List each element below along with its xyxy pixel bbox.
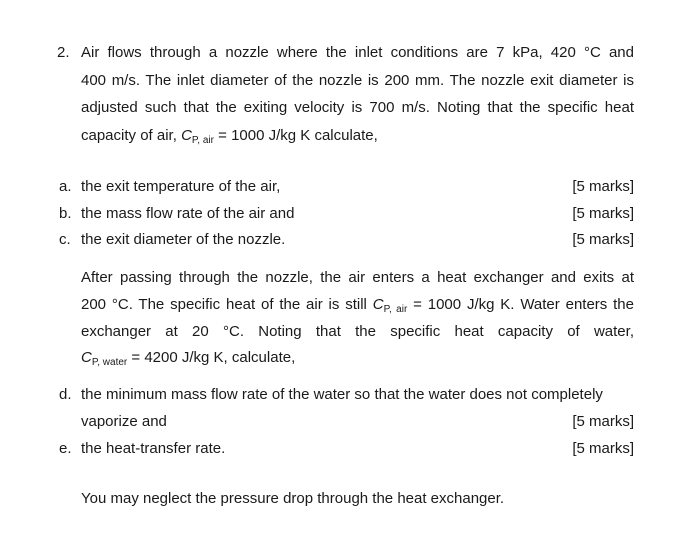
- cp-symbol-subscript: P, air: [191, 135, 214, 146]
- part-e-text: the heat-transfer rate.: [81, 440, 226, 457]
- hx-line-2: [81, 296, 634, 314]
- cp-air-symbol-2: [373, 296, 408, 313]
- part-e-letter: e.: [59, 440, 72, 457]
- part-a-marks: [5 marks]: [572, 178, 634, 195]
- part-c-letter: c.: [59, 231, 71, 248]
- cp-symbol-letter-2: C: [372, 296, 384, 313]
- cp-water-subscript: P, water: [91, 357, 128, 368]
- hx-line-3: exchanger at 20 °C. Noting that the specific heat capacity of water,: [81, 323, 634, 340]
- part-b-letter: b.: [59, 205, 72, 222]
- part-d-line-2: vaporize and: [81, 413, 167, 430]
- hx-line-2-text: 200 °C. The specific heat of the air is still: [81, 296, 373, 313]
- cp-air-symbol: [181, 127, 214, 144]
- part-d-letter: d.: [59, 386, 72, 403]
- question-number: 2.: [57, 44, 70, 61]
- hx-line-2-value: = 1000 J/kg K. Water enters the: [407, 296, 634, 313]
- part-d-line-1: the minimum mass flow rate of the water so that the water does not completely: [81, 386, 603, 403]
- part-a-text: the exit temperature of the air,: [81, 178, 281, 195]
- part-b-marks: [5 marks]: [572, 205, 634, 222]
- part-c-text: the exit diameter of the nozzle.: [81, 231, 286, 248]
- hx-line-4: [81, 349, 295, 367]
- cp-water-letter: C: [81, 349, 92, 366]
- cp-water-symbol: [81, 349, 127, 366]
- closing-note: You may neglect the pressure drop through the heat exchanger.: [81, 490, 505, 507]
- intro-line-2: 400 m/s. The inlet diameter of the nozzle is 200 mm. The nozzle exit diameter is: [81, 72, 634, 89]
- part-b-text: the mass flow rate of the air and: [81, 205, 295, 222]
- part-a-letter: a.: [59, 178, 72, 195]
- intro-line-4-text: capacity of air,: [81, 127, 182, 144]
- cp-symbol-letter: C: [181, 127, 192, 144]
- part-d-marks: [5 marks]: [572, 413, 634, 430]
- intro-line-4: [81, 127, 378, 145]
- intro-line-4-value: = 1000 J/kg K calculate,: [213, 127, 378, 144]
- intro-line-3: adjusted such that the exiting velocity is 700 m/s. Noting that the specific heat: [81, 99, 634, 116]
- hx-line-1: After passing through the nozzle, the air enters a heat exchanger and exits at: [81, 269, 634, 286]
- hx-line-4-value: = 4200 J/kg K, calculate,: [127, 349, 296, 366]
- intro-line-1: Air flows through a nozzle where the inlet conditions are 7 kPa, 420 °C and: [81, 44, 634, 61]
- part-c-marks: [5 marks]: [572, 231, 634, 248]
- part-e-marks: [5 marks]: [572, 440, 634, 457]
- cp-symbol-subscript-2: P, air: [383, 304, 408, 315]
